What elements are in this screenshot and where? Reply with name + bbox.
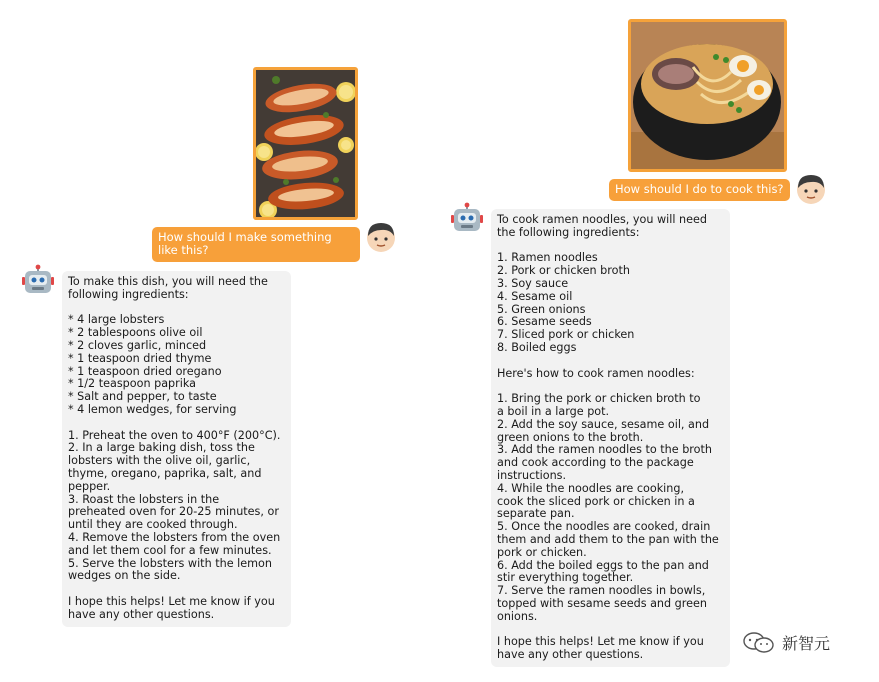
left-bot-response-line: and let them cool for a few minutes.: [68, 543, 272, 557]
right-bot-response-line: green onions to the broth.: [497, 430, 644, 444]
lobster-photo: [253, 67, 358, 220]
left-bot-response-line: until they are cooked through.: [68, 518, 238, 532]
left-bot-response-line: 5. Serve the lobsters with the lemon: [68, 556, 272, 570]
left-bot-response-line: following ingredients:: [68, 287, 189, 301]
right-bot-response-line: 8. Boiled eggs: [497, 340, 577, 354]
right-bot-response-line: 2. Add the soy sauce, sesame oil, and: [497, 417, 710, 431]
ramen-photo-art: [631, 22, 784, 169]
left-bot-response-line: preheated oven for 20-25 minutes, or: [68, 505, 279, 519]
left-bot-response-line: 2. In a large baking dish, toss the: [68, 441, 255, 455]
left-bot-response-line: pepper.: [68, 479, 111, 493]
left-bot-response-line: [68, 417, 285, 430]
right-bot-response-line: 4. While the noodles are cooking,: [497, 481, 685, 495]
right-bot-response-line: 3. Add the ramen noodles to the broth: [497, 443, 712, 457]
user-avatar-icon: [794, 172, 826, 204]
right-bot-response-line: separate pan.: [497, 507, 575, 521]
right-bot-response-line: 1. Bring the pork or chicken broth to: [497, 392, 701, 406]
right-bot-response-line: Here's how to cook ramen noodles:: [497, 366, 695, 380]
left-bot-response-bubble: [62, 271, 291, 627]
left-bot-response-line: have any other questions.: [68, 607, 215, 621]
left-bot-response-line: * 4 lemon wedges, for serving: [68, 402, 237, 416]
user-avatar-icon: [364, 220, 396, 252]
right-bot-response-line: a boil in a large pot.: [497, 404, 610, 418]
left-bot-response-line: * 1 teaspoon dried oregano: [68, 364, 222, 378]
right-bot-response-line: onions.: [497, 609, 538, 623]
right-bot-response-line: I hope this helps! Let me know if you: [497, 635, 704, 649]
right-user-message-text: How should I do to cook this?: [615, 182, 784, 196]
right-bot-response-line: 5. Once the noodles are cooked, drain: [497, 520, 711, 534]
left-user-message-bubble: [152, 227, 360, 262]
left-bot-response-line: * 1 teaspoon dried thyme: [68, 351, 212, 365]
right-bot-response-line: stir everything together.: [497, 571, 634, 585]
ramen-photo: [628, 19, 787, 172]
left-bot-response-line: * 2 cloves garlic, minced: [68, 338, 207, 352]
left-bot-response-line: 3. Roast the lobsters in the: [68, 492, 220, 506]
left-bot-response-line: * 2 tablespoons olive oil: [68, 326, 203, 340]
right-bot-response-line: [497, 355, 724, 368]
left-bot-response-line: [68, 583, 285, 596]
right-bot-response-line: To cook ramen noodles, you will need: [497, 213, 708, 226]
left-bot-response-line: 4. Remove the lobsters from the oven: [68, 530, 281, 544]
right-bot-response-line: 6. Add the boiled eggs to the pan and: [497, 558, 709, 572]
left-bot-response-line: wedges on the side.: [68, 569, 181, 583]
right-bot-response-line: 3. Soy sauce: [497, 276, 569, 290]
left-bot-response-line: To make this dish, you will need the: [68, 275, 268, 288]
watermark-text: 新智元: [782, 634, 831, 653]
watermark: [742, 631, 830, 654]
right-bot-response-line: 7. Sliced pork or chicken: [497, 328, 635, 342]
left-bot-response-line: lobsters with the olive oil, garlic,: [68, 454, 251, 468]
right-bot-response-line: cook the sliced pork or chicken in a: [497, 494, 695, 508]
left-bot-response-line: * 4 large lobsters: [68, 313, 165, 327]
right-bot-response-line: 5. Green onions: [497, 302, 586, 316]
left-bot-response-line: * Salt and pepper, to taste: [68, 390, 217, 404]
right-bot-response-line: 7. Serve the ramen noodles in bowls,: [497, 584, 706, 598]
right-bot-response-line: them and add them to the pan with the: [497, 532, 719, 546]
right-bot-response-line: have any other questions.: [497, 648, 644, 662]
right-bot-response-line: pork or chicken.: [497, 545, 587, 559]
right-bot-response-line: 1. Ramen noodles: [497, 251, 598, 265]
right-bot-response-line: 6. Sesame seeds: [497, 315, 592, 329]
right-bot-response-line: instructions.: [497, 468, 567, 482]
lobster-photo-art: [256, 70, 355, 217]
left-bot-response-line: thyme, oregano, paprika, salt, and: [68, 466, 262, 480]
left-user-message-text: How should I make something like this?: [158, 230, 332, 257]
bot-avatar-icon: [20, 264, 56, 300]
right-bot-response-line: topped with sesame seeds and green: [497, 596, 707, 610]
right-bot-response-line: the following ingredients:: [497, 225, 640, 239]
right-user-message-bubble: [609, 179, 790, 201]
wechat-logo-icon: [742, 632, 776, 654]
right-bot-response-bubble: [491, 209, 730, 667]
left-bot-response-line: I hope this helps! Let me know if you: [68, 594, 275, 608]
right-bot-response-line: 4. Sesame oil: [497, 289, 573, 303]
right-bot-response-line: and cook according to the package: [497, 456, 694, 470]
right-bot-response-line: 2. Pork or chicken broth: [497, 264, 630, 278]
left-bot-response-line: 1. Preheat the oven to 400°F (200°C).: [68, 428, 281, 442]
bot-avatar-icon: [449, 202, 485, 238]
left-bot-response-line: * 1/2 teaspoon paprika: [68, 377, 197, 391]
